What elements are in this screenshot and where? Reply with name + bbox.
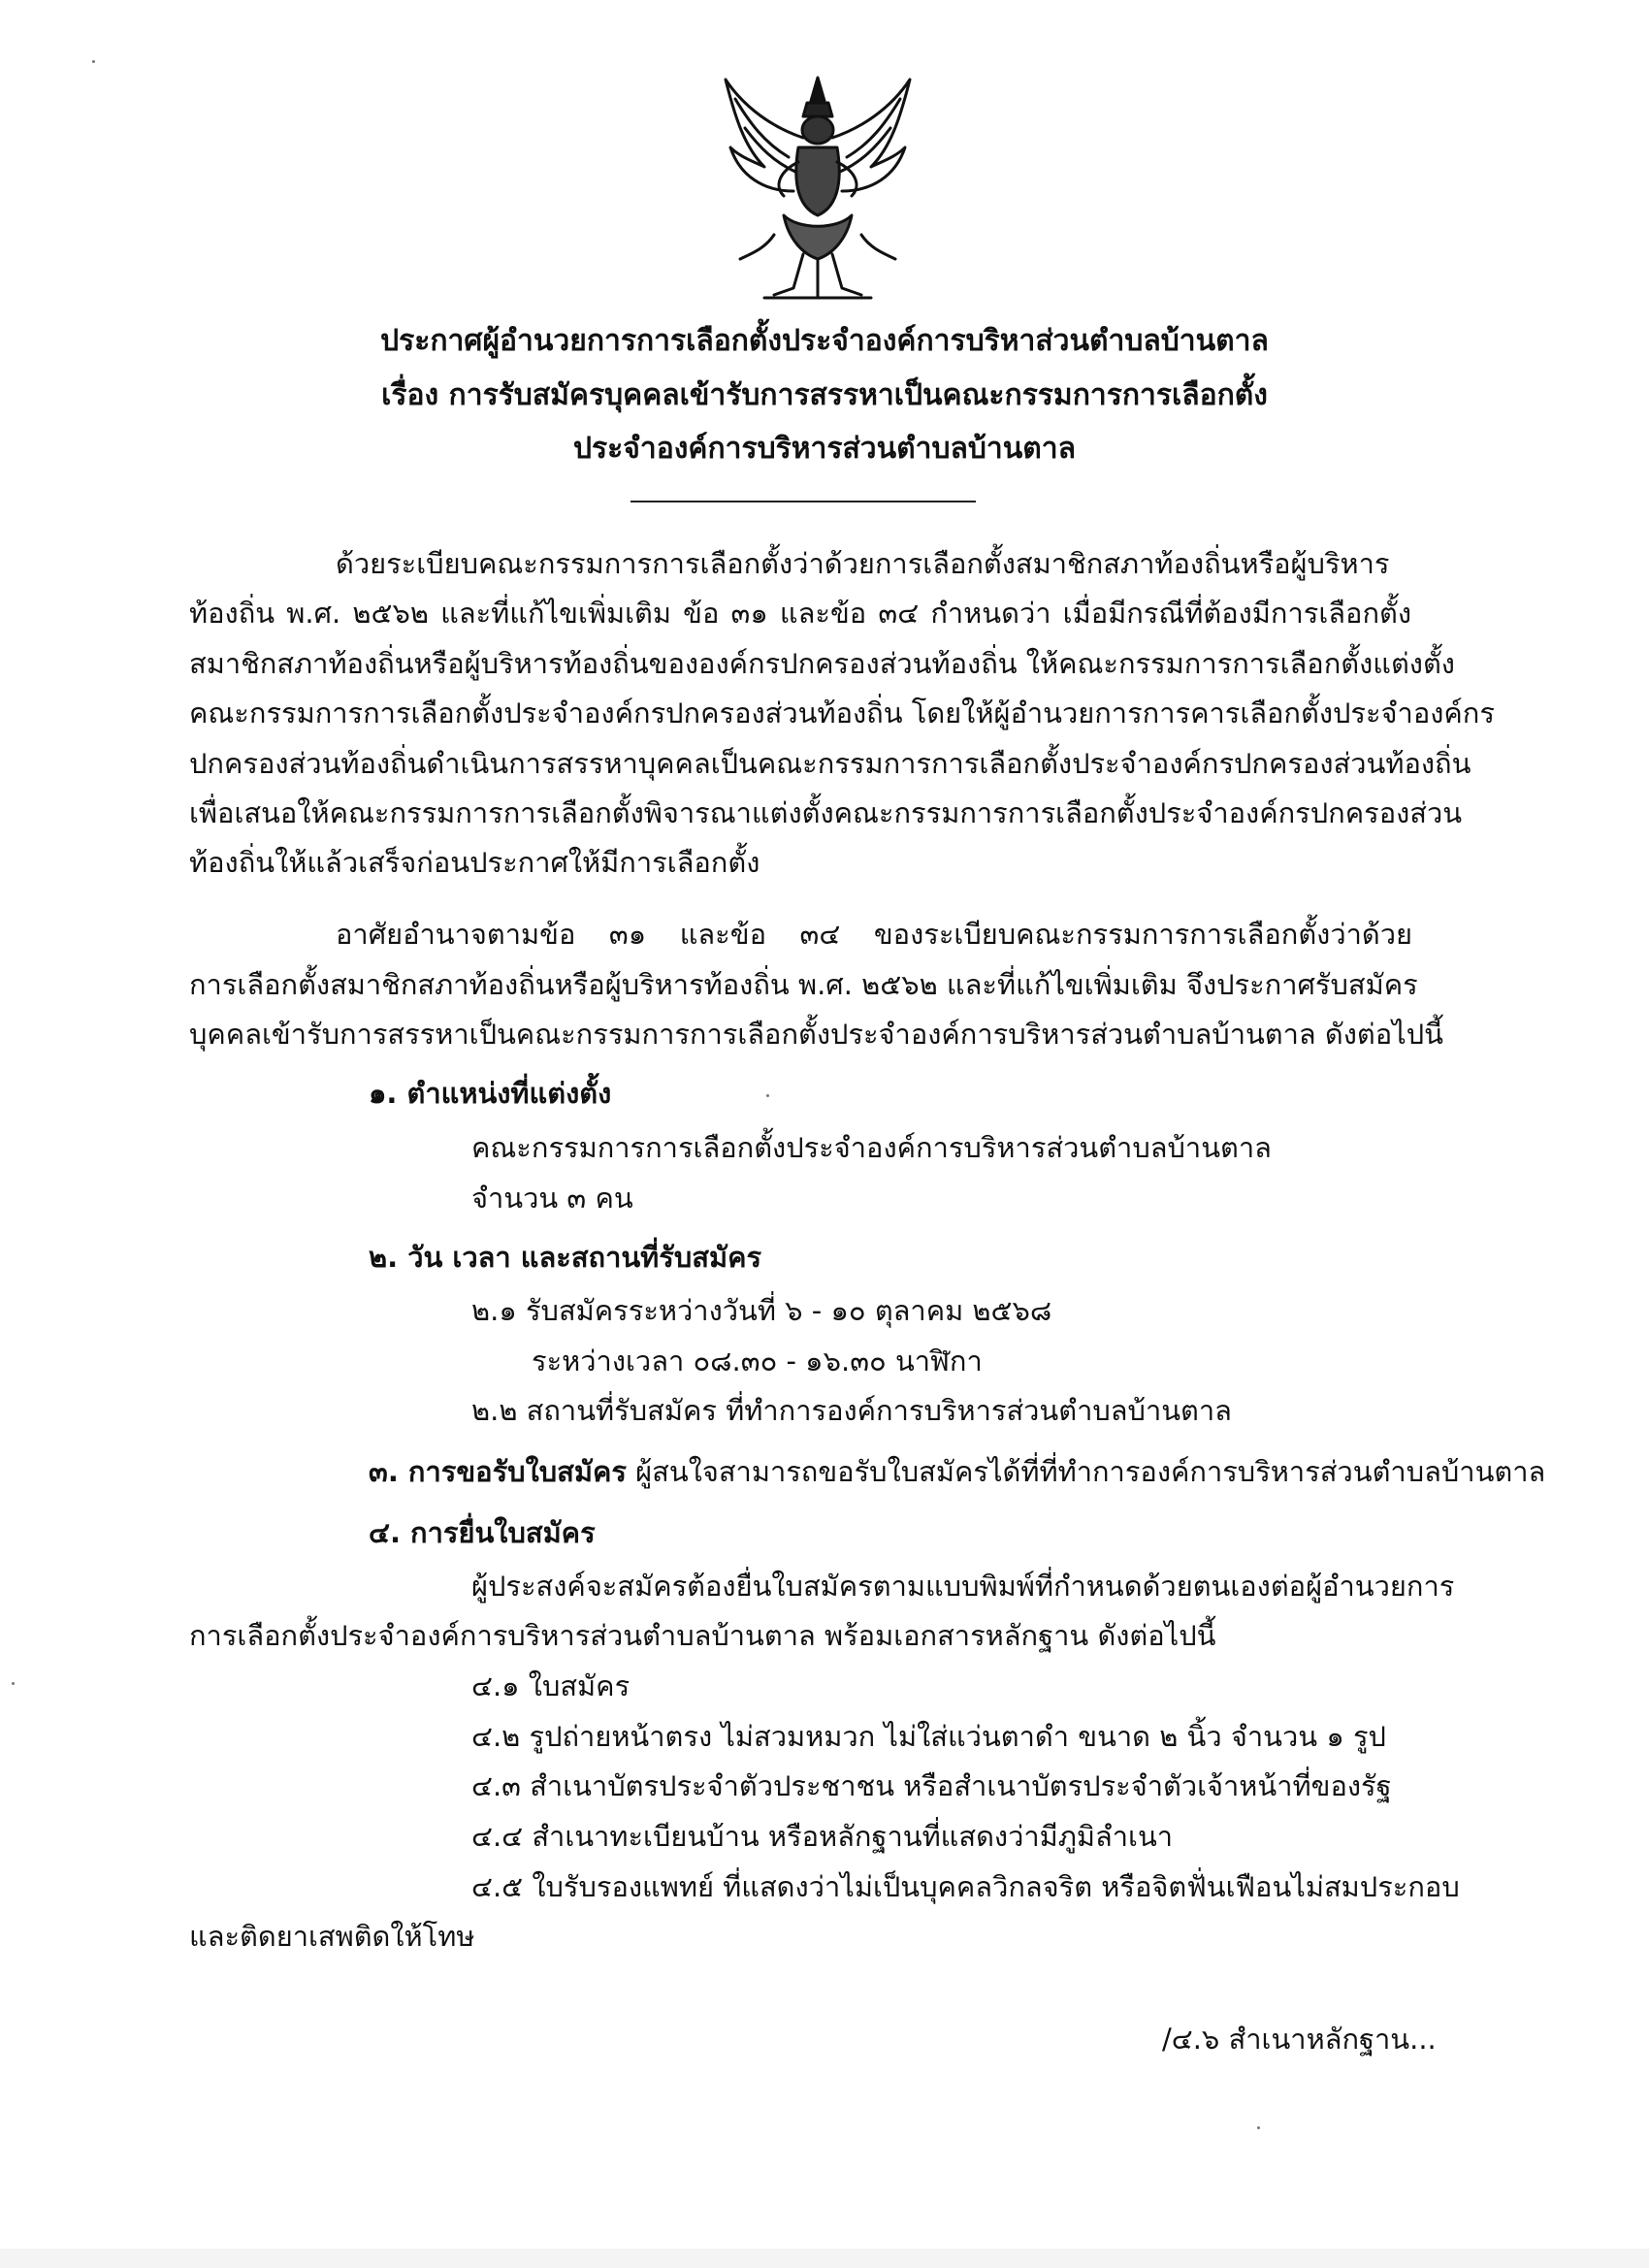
- section-2-heading: ๒. วัน เวลา และสถานที่รับสมัคร: [369, 1241, 762, 1274]
- paragraph-1-line-2: ท้องถิ่น พ.ศ. ๒๕๖๒ และที่แก้ไขเพิ่มเติม ข้อ ๓๑ และข้อ ๓๔ กำหนดว่า เมื่อมีกรณีที่ต้องมีการเลือกตั้ง: [189, 597, 1411, 630]
- section-1-heading: ๑. ตำแหน่งที่แต่งตั้ง: [369, 1077, 612, 1110]
- announcement-title-line-1: ประกาศผู้อำนวยการการเลือกตั้งประจำองค์การบริหาส่วนตำบลบ้านตาล: [380, 324, 1269, 358]
- continuation-note: /๔.๖ สำเนาหลักฐาน...: [1162, 2023, 1437, 2056]
- section-4-item-4: ๔.๔ สำเนาทะเบียนบ้าน หรือหลักฐานที่แสดงว่ามีภูมิลำเนา: [471, 1820, 1174, 1853]
- section-4-item-1: ๔.๑ ใบสมัคร: [471, 1669, 630, 1702]
- paragraph-2-line-2: การเลือกตั้งสมาชิกสภาท้องถิ่นหรือผู้บริหารท้องถิ่น พ.ศ. ๒๕๖๒ และที่แก้ไขเพิ่มเติม จึงประกาศรับสมัคร: [189, 968, 1418, 1001]
- announcement-subject-line: เรื่อง การรับสมัครบุคคลเข้ารับการสรรหาเป็นคณะกรรมการการเลือกตั้ง: [381, 378, 1268, 412]
- section-4-item-3: ๔.๓ สำเนาบัตรประจำตัวประชาชน หรือสำเนาบัตรประจำตัวเจ้าหน้าที่ของรัฐ: [471, 1769, 1392, 1802]
- title-divider: [630, 501, 976, 502]
- paragraph-1-line-5: ปกครองส่วนท้องถิ่นดำเนินการสรรหาบุคคลเป็นคณะกรรมการการเลือกตั้งประจำองค์กรปกครองส่วนท้องถิ่น: [189, 747, 1471, 780]
- section-1-position: คณะกรรมการการเลือกตั้งประจำองค์การบริหารส่วนตำบลบ้านตาล: [471, 1131, 1272, 1164]
- scan-bottom-edge: [0, 2249, 1649, 2268]
- section-4-item-5: ๔.๕ ใบรับรองแพทย์ ที่แสดงว่าไม่เป็นบุคคลวิกลจริต หรือจิตฟั่นเฟือนไม่สมประกอบ: [471, 1870, 1460, 1903]
- section-2-item-1: ๒.๑ รับสมัครระหว่างวันที่ ๖ - ๑๐ ตุลาคม ๒๕๖๘: [471, 1294, 1052, 1327]
- scan-speck: [1257, 2126, 1260, 2129]
- section-2-item-2: ๒.๒ สถานที่รับสมัคร ที่ทำการองค์การบริหารส่วนตำบลบ้านตาล: [471, 1394, 1232, 1427]
- section-3-heading: ๓. การขอรับใบสมัคร: [369, 1455, 627, 1488]
- paragraph-1-line-7: ท้องถิ่นให้แล้วเสร็จก่อนประกาศให้มีการเลือกตั้ง: [189, 846, 760, 879]
- scan-speck: [92, 60, 95, 63]
- paragraph-1-line-6: เพื่อเสนอให้คณะกรรมการการเลือกตั้งพิจารณาแต่งตั้งคณะกรรมการการเลือกตั้งประจำองค์กรปกครองส่วน: [189, 796, 1463, 829]
- paragraph-2-line-1: อาศัยอำนาจตามข้อ ๓๑ และข้อ ๓๔ ของระเบียบคณะกรรมการการเลือกตั้งว่าด้วย: [336, 918, 1412, 951]
- section-3-text: ผู้สนใจสามารถขอรับใบสมัครได้ที่ที่ทำการองค์การบริหารส่วนตำบลบ้านตาล: [635, 1455, 1546, 1488]
- paragraph-1-line-1: ด้วยระเบียบคณะกรรมการการเลือกตั้งว่าด้วยการเลือกตั้งสมาชิกสภาท้องถิ่นหรือผู้บริหาร: [336, 547, 1390, 580]
- announcement-title-line-3: ประจำองค์การบริหารส่วนตำบลบ้านตาล: [573, 432, 1076, 466]
- section-4-intro-line-1: ผู้ประสงค์จะสมัครต้องยื่นใบสมัครตามแบบพิมพ์ที่กำหนดด้วยตนเองต่อผู้อำนวยการ: [471, 1570, 1455, 1603]
- section-1-count: จำนวน ๓ คน: [471, 1182, 633, 1215]
- scan-speck: [766, 1094, 769, 1097]
- paragraph-1-line-3: สมาชิกสภาท้องถิ่นหรือผู้บริหารท้องถิ่นขององค์กรปกครองส่วนท้องถิ่น ให้คณะกรรมการการเลือกตั้งแต่งตั้ง: [189, 647, 1455, 680]
- section-4-heading: ๔. การยื่นใบสมัคร: [369, 1516, 596, 1549]
- section-2-item-1-time: ระหว่างเวลา ๐๘.๓๐ - ๑๖.๓๐ นาฬิกา: [532, 1345, 983, 1377]
- garuda-emblem-icon: [706, 70, 929, 303]
- section-3: [369, 1452, 1545, 1491]
- paragraph-1-line-4: คณะกรรมการการเลือกตั้งประจำองค์กรปกครองส่วนท้องถิ่น โดยให้ผู้อำนวยการการคารเลือกตั้งประจำองค์กร: [189, 697, 1495, 729]
- section-4-item-2: ๔.๒ รูปถ่ายหน้าตรง ไม่สวมหมวก ไม่ใส่แว่นตาดำ ขนาด ๒ นิ้ว จำนวน ๑ รูป: [471, 1720, 1386, 1753]
- section-4-item-5-continued: และติดยาเสพติดให้โทษ: [189, 1920, 475, 1953]
- scan-speck: [12, 1682, 15, 1685]
- paragraph-2-line-3: บุคคลเข้ารับการสรรหาเป็นคณะกรรมการการเลือกตั้งประจำองค์การบริหารส่วนตำบลบ้านตาล ดังต่อไปนี้: [189, 1018, 1443, 1051]
- section-4-intro-line-2: การเลือกตั้งประจำองค์การบริหารส่วนตำบลบ้านตาล พร้อมเอกสารหลักฐาน ดังต่อไปนี้: [189, 1619, 1216, 1652]
